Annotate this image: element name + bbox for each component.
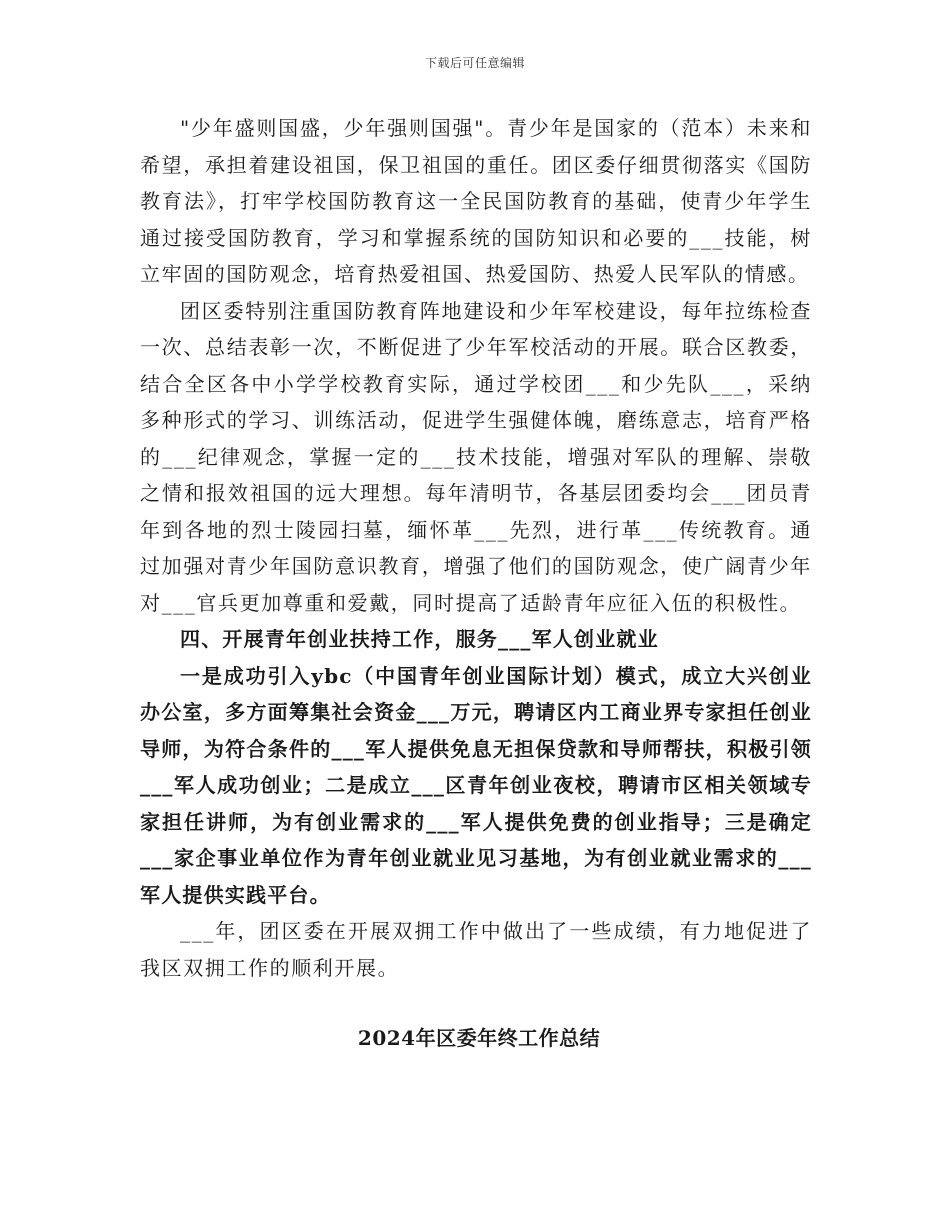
next-document-title: 2024年区委年终工作总结	[357, 1026, 601, 1050]
paragraph-youth-military-school: 团区委特别注重国防教育阵地建设和少年军校建设，每年拉练检查一次、总结表彰一次，不断促进了少年军校活动的开展。联合区教委，结合全区各中小学学校教育实际，通过学校团___和少先队___，采纳多种形式的学习、训练活动，促进学生强健体魄，磨练意志，培育严格的___纪律观念，掌握一定的___技术技能，增强对军队的理解、崇敬之情和报效祖国的远大理想。每年清明节，各基层团委均会___团员青年到各地的烈士陵园扫墓，缅怀革___先烈，进行革___传统教育。通过加强对青少年国防意识教育，增强了他们的国防观念，使广阔青少年对___官兵更加尊重和爱戴，同时提高了适龄青年应征入伍的积极性。	[140, 298, 812, 615]
paragraph-entrepreneurship: 一是成功引入ybc（中国青年创业国际计划）模式，成立大兴创业办公室，多方面筹集社会资金___万元，聘请区内工商业界专家担任创业导师，为符合条件的___军人提供免息无担保贷款和导师帮扶，积极引领___军人成功创业；二是成立___区青年创业夜校，聘请市区相关领域专家担任讲师，为有创业需求的___军人提供免费的创业指导；三是确定___家企事业单位作为青年创业就业见习基地，为有创业就业需求的___军人提供实践平台。	[140, 663, 812, 907]
section-heading: 四、开展青年创业扶持工作，服务___军人创业就业	[180, 627, 659, 651]
paragraph-national-defense-intro: "少年盛则国盛，少年强则国强"。青少年是国家的（范本）未来和希望，承担着建设祖国，保卫祖国的重任。团区委仔细贯彻落实《国防教育法》，打牢学校国防教育这一全民国防教育的基础，使青少年学生通过接受国防教育，学习和掌握系统的国防知识和必要的___技能，树立牢固的国防观念，培育热爱祖国、热爱国防、热爱人民军队的情感。	[140, 116, 812, 286]
paragraph-closing: ___年，团区委在开展双拥工作中做出了一些成绩，有力地促进了我区双拥工作的顺利开展。	[140, 919, 812, 980]
page-header: 下载后可任意编辑	[424, 56, 525, 70]
document-body	[140, 110, 812, 1051]
